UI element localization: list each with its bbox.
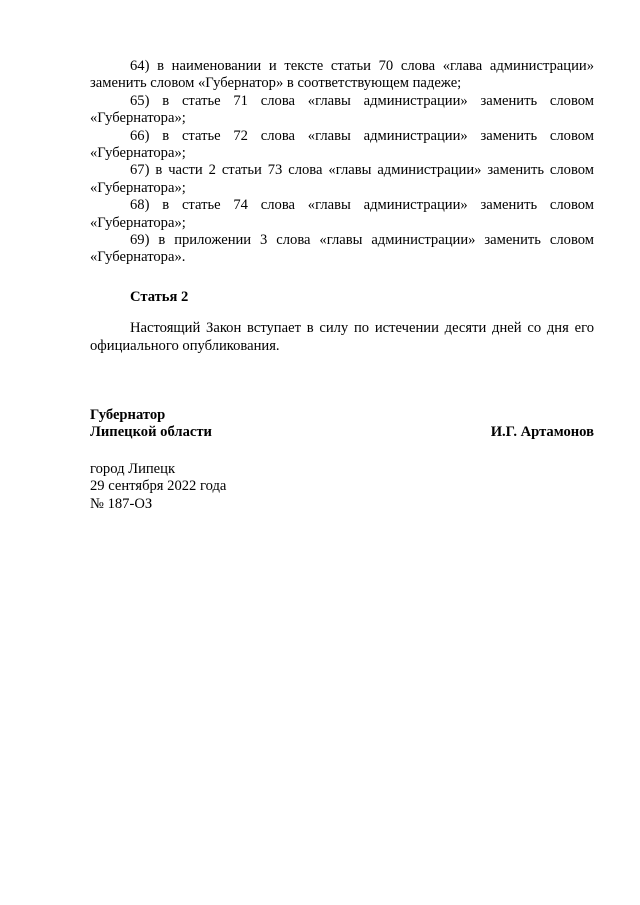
article-text: Настоящий Закон вступает в силу по истечении десяти дней со дня его официального опубликования. xyxy=(90,320,594,354)
signatory-title-line1: Губернатор xyxy=(90,407,166,423)
amendment-66: 66) в статье 72 слова «главы администрации» заменить словом «Губернатора»; xyxy=(90,127,594,162)
amendment-65: 65) в статье 71 слова «главы администрации» заменить словом «Губернатора»; xyxy=(90,92,594,127)
amendment-69: 69) в приложении 3 слова «главы администрации» заменить словом «Губернатора». xyxy=(90,232,594,266)
footer-date: 29 сентября 2022 года xyxy=(90,478,227,495)
signatory-name: И.Г. Артамонов xyxy=(490,424,594,441)
signatory-title-line2: Липецкой области xyxy=(90,424,212,441)
signature-block xyxy=(90,407,594,442)
footer-law-number: № 187-ОЗ xyxy=(90,495,153,512)
document-footer xyxy=(90,461,226,513)
amendment-68: 68) в статье 74 слова «главы администрации» заменить словом «Губернатора»; xyxy=(90,197,594,231)
footer-city: город Липецк xyxy=(90,461,176,477)
document-body xyxy=(90,58,594,355)
amendment-64: 64) в наименовании и тексте статьи 70 слова «глава администрации» заменить словом «Губернатор» в соответствующем падеже; xyxy=(90,58,594,92)
amendment-67: 67) в части 2 статьи 73 слова «главы администрации» заменить словом «Губернатора»; xyxy=(90,162,594,196)
article-heading: Статья 2 xyxy=(130,288,189,305)
